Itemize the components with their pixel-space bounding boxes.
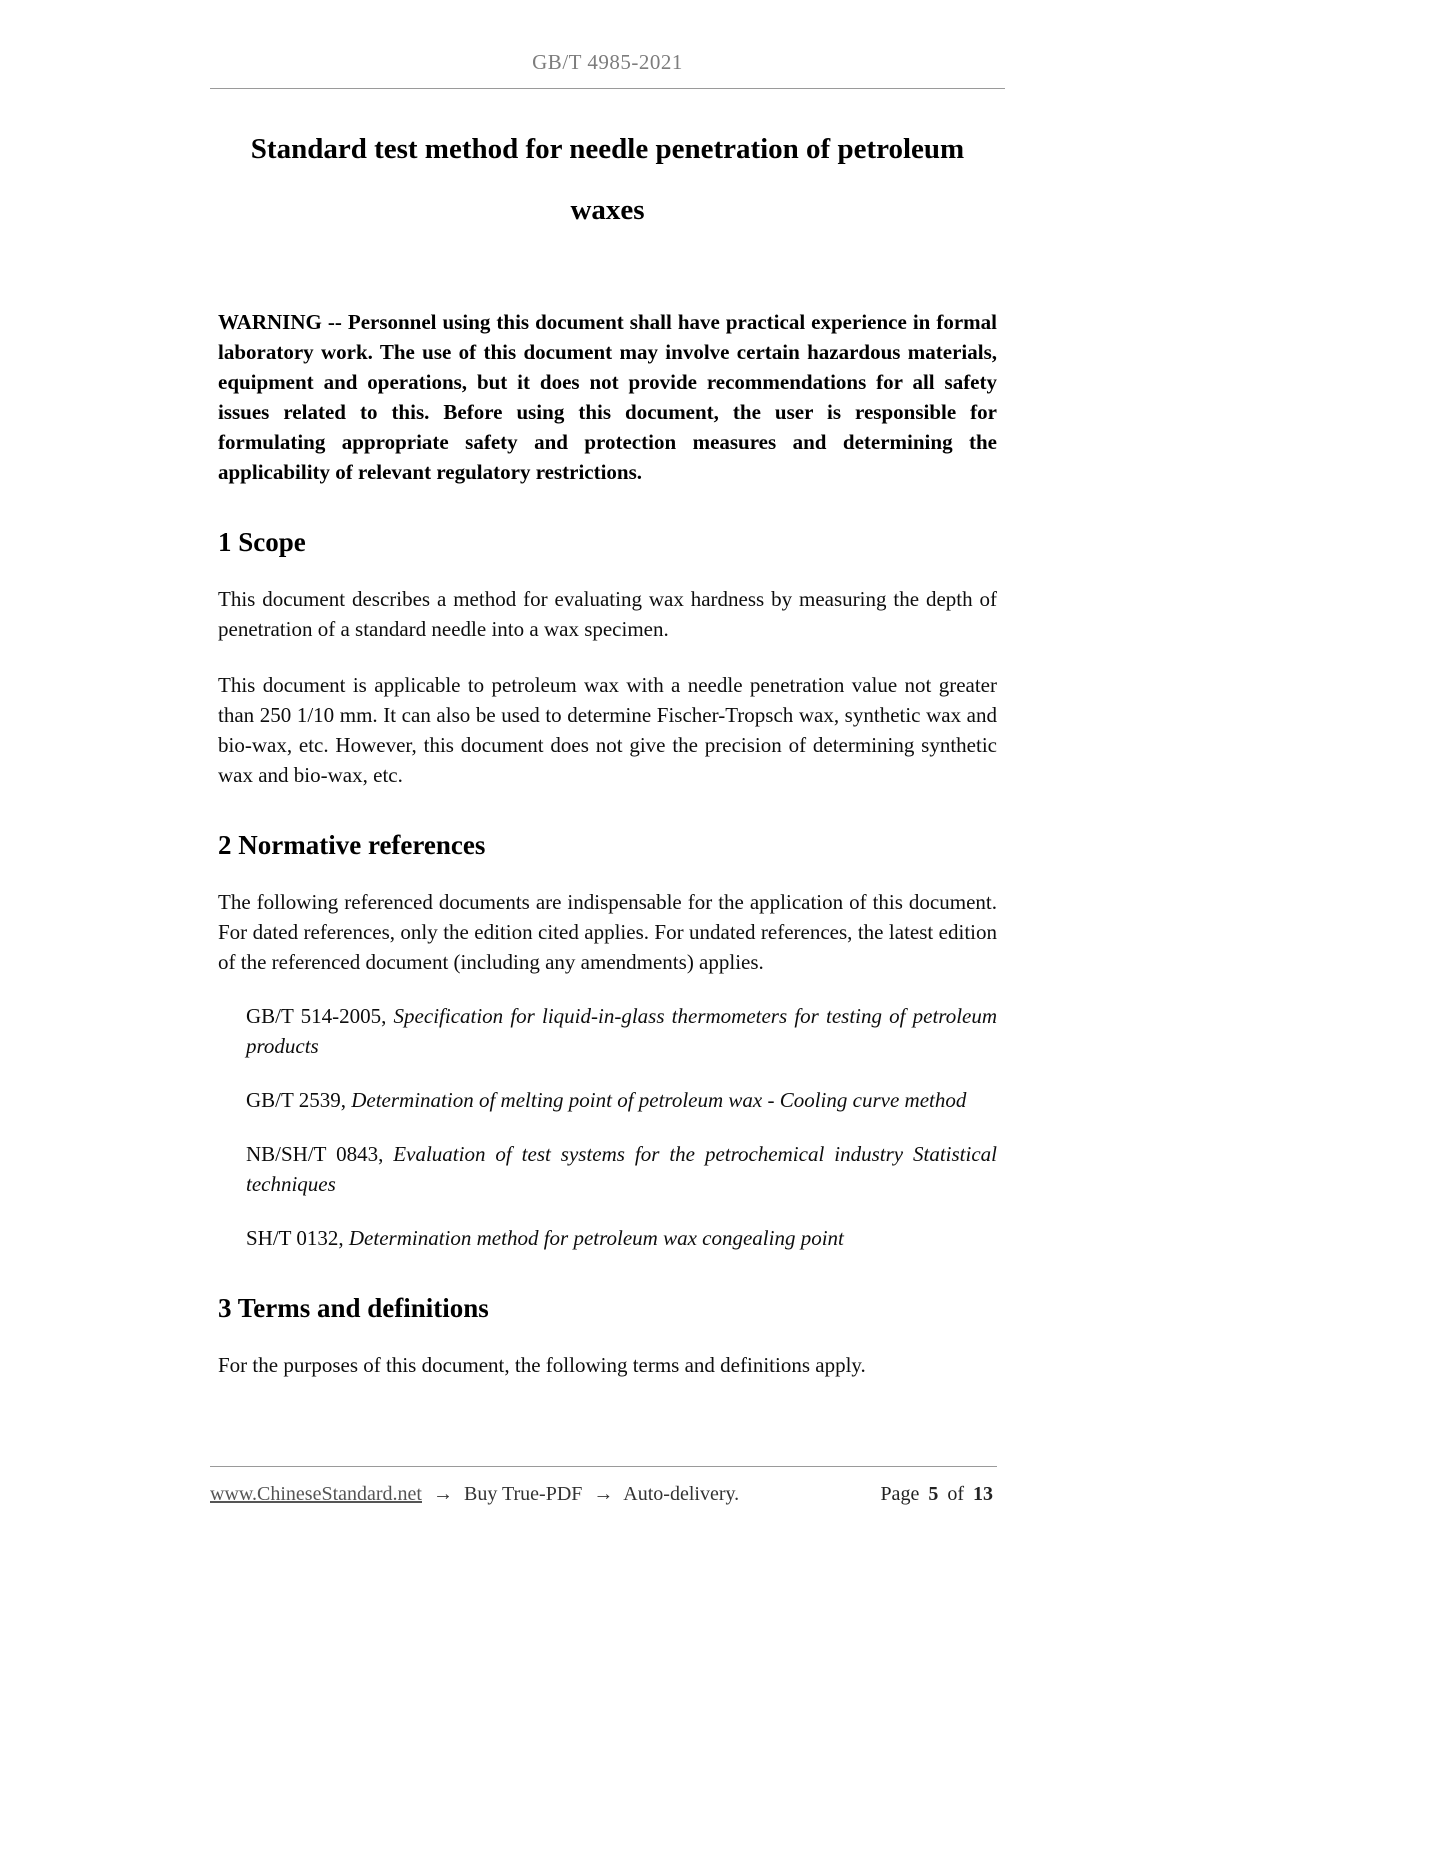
reference-title: Determination of melting point of petroleum wax - Cooling curve method bbox=[351, 1087, 967, 1112]
page-total: 13 bbox=[973, 1483, 993, 1505]
arrow-icon: → bbox=[433, 1483, 453, 1505]
reference-item bbox=[246, 1001, 997, 1061]
reference-item bbox=[246, 1139, 997, 1199]
section-heading-terms: 3 Terms and definitions bbox=[218, 1292, 489, 1323]
auto-delivery-label: Auto-delivery. bbox=[623, 1483, 740, 1505]
page-footer bbox=[210, 1466, 997, 1506]
buy-true-pdf-label: Buy True-PDF bbox=[464, 1483, 583, 1505]
terms-paragraph-1: For the purposes of this document, the following terms and definitions apply. bbox=[218, 1352, 866, 1377]
reference-item bbox=[246, 1085, 997, 1115]
reference-code: SH/T 0132, bbox=[246, 1225, 344, 1250]
reference-code: GB/T 514-2005, bbox=[246, 1003, 387, 1028]
reference-title: Specification for liquid-in-glass thermometers for testing of petroleum products bbox=[246, 1003, 998, 1058]
normative-intro-paragraph: The following referenced documents are indispensable for the application of this document. For dated references, only the edition cited applies. For undated references, the latest edition of the referenced document (including any amendments) applies. bbox=[218, 889, 997, 974]
header-divider bbox=[210, 88, 1005, 89]
page-indicator bbox=[880, 1483, 997, 1506]
scope-paragraph-2: This document is applicable to petroleum wax with a needle penetration value not greater than 250 1/10 mm. It can also be used to determine Fischer-Tropsch wax, synthetic wax and bio-wax, etc. However, this document does not give the precision of determining synthetic wax and bio-wax, etc. bbox=[218, 672, 997, 787]
arrow-icon: → bbox=[593, 1483, 614, 1505]
document-title-line1: Standard test method for needle penetration of petroleum bbox=[250, 133, 965, 165]
reference-item bbox=[246, 1223, 997, 1253]
document-title bbox=[218, 119, 997, 241]
document-content bbox=[218, 0, 997, 1380]
page-label: Page bbox=[880, 1483, 920, 1505]
reference-title: Determination method for petroleum wax congealing point bbox=[348, 1225, 844, 1250]
warning-paragraph: WARNING -- Personnel using this document shall have practical experience in formal laboratory work. The use of this document may involve certain hazardous materials, equipment and operations, but it does not provide recommendations for all safety issues related to this. Before using this document, the user is responsible for formulating appropriate safety and protection measures and determining the applicability of relevant regulatory restrictions. bbox=[218, 309, 997, 484]
reference-title: Evaluation of test systems for the petrochemical industry Statistical techniques bbox=[246, 1141, 998, 1196]
section-heading-normative-references: 2 Normative references bbox=[218, 829, 486, 860]
footer-source-line bbox=[210, 1483, 739, 1506]
of-label: of bbox=[947, 1483, 964, 1505]
section-heading-scope: 1 Scope bbox=[218, 526, 306, 557]
reference-code: NB/SH/T 0843, bbox=[246, 1141, 384, 1166]
scope-paragraph-1: This document describes a method for evaluating wax hardness by measuring the depth of penetration of a standard needle into a wax specimen. bbox=[218, 586, 997, 641]
site-link[interactable]: www.ChineseStandard.net bbox=[210, 1483, 422, 1505]
page-current: 5 bbox=[928, 1483, 939, 1505]
doc-number: GB/T 4985-2021 bbox=[532, 50, 683, 74]
document-title-line2: waxes bbox=[570, 193, 645, 226]
reference-code: GB/T 2539, bbox=[246, 1087, 346, 1112]
